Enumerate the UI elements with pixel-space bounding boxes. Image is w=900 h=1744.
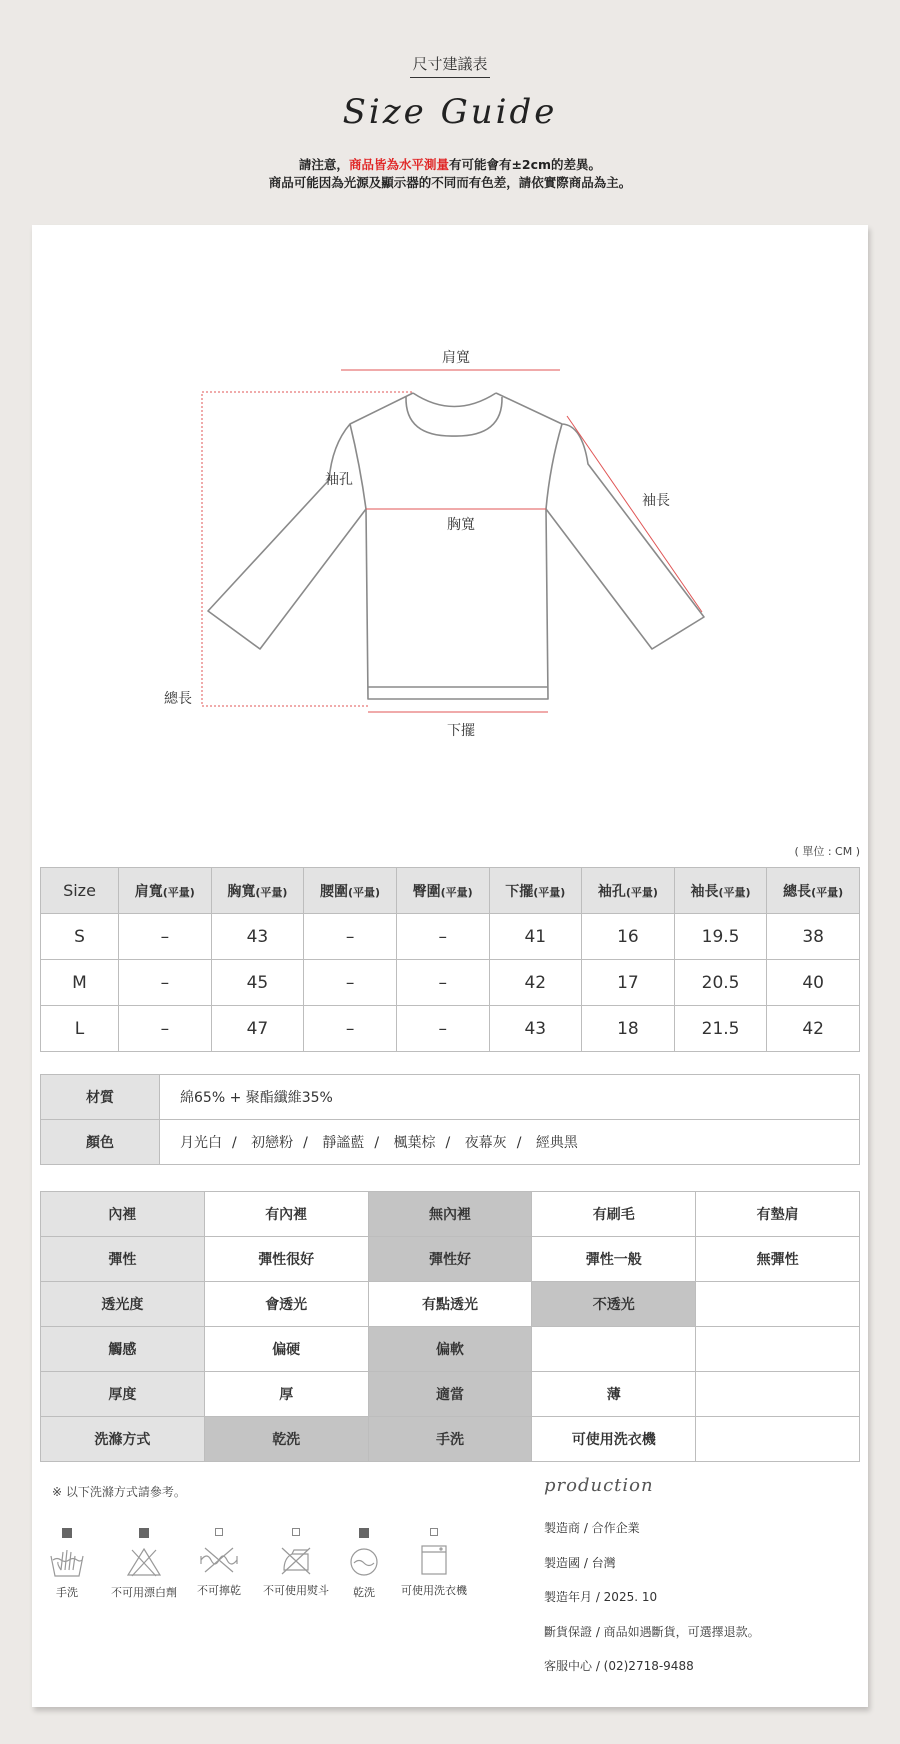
cell: – [119, 914, 212, 960]
table-row [41, 960, 860, 1006]
attr-option-selected: 乾洗 [204, 1417, 368, 1462]
wash-item-dry-clean: 乾洗 [344, 1528, 384, 1600]
cell: 47 [211, 1006, 304, 1052]
checkbox-checked [359, 1528, 369, 1538]
cell: – [119, 960, 212, 1006]
attr-option: 偏硬 [204, 1327, 368, 1372]
cell: – [119, 1006, 212, 1052]
header-shoulder: 肩寬(平量) [119, 868, 212, 914]
sleeve-line [567, 416, 702, 612]
attr-option: 彈性很好 [204, 1237, 368, 1282]
header-sleeve: 袖長(平量) [674, 868, 767, 914]
wash-item-no-wring: 不可擰乾 [192, 1528, 246, 1598]
garment-outline [208, 393, 704, 699]
attr-option: 有內裡 [204, 1192, 368, 1237]
attr-option: 無彈性 [696, 1237, 860, 1282]
cell: 20.5 [674, 960, 767, 1006]
wash-item-no-iron: 不可使用熨斗 [260, 1528, 332, 1598]
production-country: 製造國 / 台灣 [544, 1556, 616, 1570]
attr-option: 可使用洗衣機 [532, 1417, 696, 1462]
cell: 38 [767, 914, 860, 960]
cell: 19.5 [674, 914, 767, 960]
washing-machine-icon [416, 1544, 452, 1576]
wash-item-no-bleach: 不可用漂白劑 [104, 1528, 184, 1600]
checkbox-checked [139, 1528, 149, 1538]
page-subtitle: 尺寸建議表 [0, 53, 900, 74]
attr-option: 有刷毛 [532, 1192, 696, 1237]
material-row [41, 1075, 860, 1120]
attr-option [696, 1372, 860, 1417]
header-size: Size [41, 868, 119, 914]
color-values: 月光白 / 初戀粉 / 靜謐藍 / 楓葉棕 / 夜幕灰 / 經典黑 [160, 1120, 860, 1165]
attr-row-elasticity [41, 1237, 860, 1282]
armhole-seam [350, 424, 366, 509]
header-hem: 下擺(平量) [489, 868, 582, 914]
wash-item-hand-wash: 手洗 [46, 1528, 88, 1600]
cell: L [41, 1006, 119, 1052]
cell: – [396, 914, 489, 960]
checkbox-unchecked [215, 1528, 223, 1536]
table-row [41, 914, 860, 960]
attr-row-washing [41, 1417, 860, 1462]
material-table [40, 1074, 860, 1165]
attr-label: 內裡 [41, 1192, 205, 1237]
attr-row-lining [41, 1192, 860, 1237]
cell: – [396, 1006, 489, 1052]
unit-label: ( 單位 : CM ) [794, 845, 860, 858]
attr-option: 有點透光 [368, 1282, 532, 1327]
sleeve-label: 袖長 [642, 493, 670, 509]
length-line [202, 392, 412, 706]
hem-label: 下擺 [447, 723, 475, 739]
attr-option: 有墊肩 [696, 1192, 860, 1237]
color-option: 經典黑 [535, 1135, 578, 1151]
chest-label: 胸寬 [447, 517, 475, 533]
attr-option [696, 1282, 860, 1327]
color-option: 楓葉棕 [393, 1135, 436, 1151]
attr-label: 透光度 [41, 1282, 205, 1327]
size-table [40, 867, 860, 1052]
attr-label: 觸感 [41, 1327, 205, 1372]
attr-option-selected: 手洗 [368, 1417, 532, 1462]
attr-option [696, 1327, 860, 1372]
cell: 16 [582, 914, 675, 960]
color-option: 月光白 [180, 1135, 222, 1151]
wash-note: ※ 以下洗滌方式請參考。 [52, 1485, 186, 1499]
cell: 17 [582, 960, 675, 1006]
cell: – [396, 960, 489, 1006]
attr-option: 厚 [204, 1372, 368, 1417]
color-row [41, 1120, 860, 1165]
attribute-table [40, 1191, 860, 1462]
attr-row-touch [41, 1327, 860, 1372]
attr-option: 彈性一般 [532, 1237, 696, 1282]
attr-row-thickness [41, 1372, 860, 1417]
wash-item-washing-machine: 可使用洗衣機 [394, 1528, 474, 1598]
no-wring-icon [199, 1544, 239, 1576]
attr-label: 洗滌方式 [41, 1417, 205, 1462]
color-option: 靜謐藍 [322, 1135, 365, 1151]
header-chest: 胸寬(平量) [211, 868, 304, 914]
attr-row-sheerness [41, 1282, 860, 1327]
attr-option-selected: 無內裡 [368, 1192, 532, 1237]
color-note: 商品可能因為光源及顯示器的不同而有色差，請依實際商品為主。 [268, 175, 632, 190]
no-bleach-icon [126, 1546, 162, 1578]
no-iron-icon [278, 1544, 314, 1576]
attr-option-selected: 偏軟 [368, 1327, 532, 1372]
production-date: 製造年月 / 2025. 10 [544, 1590, 658, 1604]
material-label: 材質 [41, 1075, 160, 1120]
attr-option [532, 1327, 696, 1372]
cell: – [304, 960, 397, 1006]
checkbox-unchecked [430, 1528, 438, 1536]
cell: M [41, 960, 119, 1006]
checkbox-unchecked [292, 1528, 300, 1536]
color-option: 初戀粉 [251, 1135, 294, 1151]
checkbox-checked [62, 1528, 72, 1538]
collar [413, 393, 496, 407]
page-title: Size Guide [342, 92, 558, 132]
armhole-label: 袖孔 [325, 472, 353, 488]
production-manufacturer: 製造商 / 合作企業 [544, 1521, 640, 1535]
header-length: 總長(平量) [767, 868, 860, 914]
cell: 21.5 [674, 1006, 767, 1052]
attr-option-selected: 不透光 [532, 1282, 696, 1327]
cell: 45 [211, 960, 304, 1006]
collar-inner [406, 397, 502, 436]
table-row [41, 1006, 860, 1052]
production-title: production [544, 1475, 654, 1496]
cell: 43 [211, 914, 304, 960]
armhole-seam-right [546, 424, 562, 509]
attr-option-selected: 彈性好 [368, 1237, 532, 1282]
attr-option: 會透光 [204, 1282, 368, 1327]
cell: S [41, 914, 119, 960]
header-hip: 臀圍(平量) [396, 868, 489, 914]
cell: – [304, 914, 397, 960]
cell: 43 [489, 1006, 582, 1052]
cell: 41 [489, 914, 582, 960]
dry-clean-icon [346, 1546, 382, 1578]
size-guide-card [32, 225, 868, 1707]
header-armhole: 袖孔(平量) [582, 868, 675, 914]
material-value: 綿65% + 聚酯纖維35% [160, 1075, 860, 1120]
color-label: 顏色 [41, 1120, 160, 1165]
color-option: 夜幕灰 [464, 1135, 507, 1151]
attr-option [696, 1417, 860, 1462]
attr-label: 彈性 [41, 1237, 205, 1282]
cell: 42 [767, 1006, 860, 1052]
hand-wash-icon [49, 1546, 85, 1578]
measurement-note: 請注意，商品皆為水平測量有可能會有±2cm的差異。 [298, 157, 602, 172]
cell: 18 [582, 1006, 675, 1052]
header-waist: 腰圍(平量) [304, 868, 397, 914]
attr-label: 厚度 [41, 1372, 205, 1417]
cell: 42 [489, 960, 582, 1006]
cell: – [304, 1006, 397, 1052]
cell: 40 [767, 960, 860, 1006]
production-customer-service: 客服中心 / (02)2718-9488 [544, 1659, 694, 1673]
production-stock-guarantee: 斷貨保證 / 商品如遇斷貨，可選擇退款。 [544, 1625, 760, 1639]
attr-option-selected: 適當 [368, 1372, 532, 1417]
attr-option: 薄 [532, 1372, 696, 1417]
shoulder-label: 肩寬 [442, 350, 470, 366]
length-label: 總長 [164, 691, 192, 707]
measurement-highlight: 商品皆為水平測量 [348, 157, 449, 172]
size-table-header [41, 868, 860, 914]
